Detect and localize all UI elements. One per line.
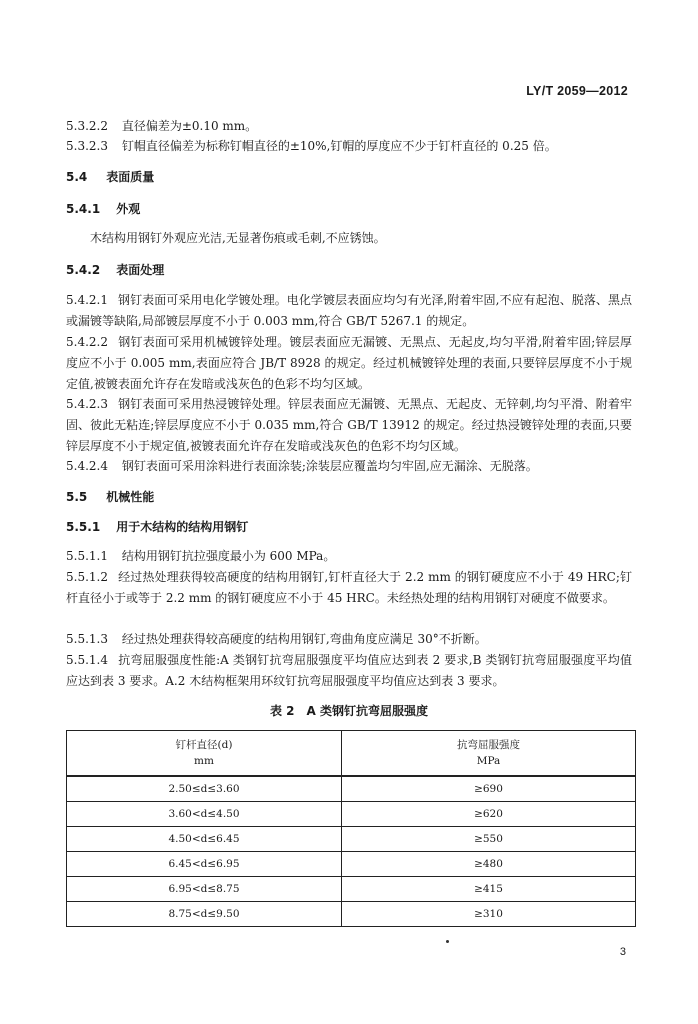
- cell-diameter: 4.50<d≤6.45: [67, 827, 342, 852]
- appearance-text: 木结构用钢钉外观应光洁,无显著伤痕或毛刺,不应锈蚀。: [90, 231, 386, 245]
- table-row: [67, 802, 636, 827]
- cell-strength: ≥690: [342, 776, 636, 802]
- clause-5-5-1-4: [66, 650, 632, 692]
- section-5-4-2-heading: [66, 260, 632, 281]
- header-strength-unit: MPa: [476, 755, 501, 767]
- cell-strength: ≥550: [342, 827, 636, 852]
- table-row: [67, 852, 636, 877]
- header-diameter-label: 钉杆直径(d): [175, 739, 233, 751]
- clause-text: 钢钉表面可采用涂料进行表面涂装;涂装层应覆盖均匀牢固,应无漏涂、无脱落。: [121, 459, 538, 473]
- cell-diameter: 3.60<d≤4.50: [67, 802, 342, 827]
- clause-5-4-2-3: [66, 394, 632, 457]
- cell-diameter: 2.50≤d≤3.60: [67, 776, 342, 802]
- section-title: 机械性能: [106, 490, 155, 504]
- section-5-4-1-heading: [66, 199, 632, 220]
- clause-number: 5.4.2.2: [66, 335, 108, 349]
- section-number: 5.4.1: [66, 202, 101, 216]
- clause-text: 经过热处理获得较高硬度的结构用钢钉,弯曲角度应满足 30°不折断。: [121, 632, 487, 646]
- header-strength: [342, 731, 636, 777]
- clause-text: 经过热处理获得较高硬度的结构用钢钉,钉杆直径大于 2.2 mm 的钢钉硬度应不小于 49 HRC;钉杆直径小于或等于 2.2 mm 的钢钉硬度应不小于 45 HRC。未经热处理的结构用钢钉对硬度不做要求。: [66, 570, 632, 605]
- clause-text: 直径偏差为±0.10 mm。: [121, 119, 258, 133]
- clause-number: 5.4.2.4: [66, 459, 108, 473]
- clause-number: 5.3.2.2: [66, 119, 108, 133]
- section-number: 5.4.2: [66, 263, 101, 277]
- header-strength-label: 抗弯屈服强度: [457, 739, 520, 751]
- header-diameter-unit: mm: [194, 755, 214, 767]
- clause-5-4-2-1: [66, 290, 632, 332]
- clause-text: 钉帽直径偏差为标称钉帽直径的±10%,钉帽的厚度应不少于钉杆直径的 0.25 倍。: [121, 139, 557, 153]
- page-number: 3: [619, 946, 626, 958]
- clause-number: 5.5.1.1: [66, 549, 108, 563]
- clause-text: 结构用钢钉抗拉强度最小为 600 MPa。: [121, 549, 336, 563]
- clause-text: 钢钉表面可采用机械镀锌处理。镀层表面应无漏镀、无黑点、无起皮,均匀平滑,附着牢固;锌层厚度应不小于 0.005 mm,表面应符合 JB/T 8928 的规定。经过机械镀锌处理的表面,只要锌层厚度不小于规定值,被镀表面允许存在发暗或浅灰色的色彩不均匀区域。: [66, 335, 632, 391]
- clause-5-5-1-1: [66, 546, 632, 567]
- scan-dot: [446, 940, 449, 943]
- section-number: 5.5.1: [66, 520, 101, 534]
- section-title: 用于木结构的结构用钢钉: [116, 520, 249, 534]
- standard-code: LY/T 2059—2012: [526, 84, 628, 98]
- clause-number: 5.5.1.3: [66, 632, 108, 646]
- clause-5-5-1-2: [66, 567, 632, 609]
- table-row: [67, 902, 636, 927]
- section-title: 外观: [116, 202, 141, 216]
- section-title: 表面质量: [106, 170, 155, 184]
- table-caption: 表 2 A 类钢钉抗弯屈服强度: [270, 704, 428, 718]
- header-diameter: [67, 731, 342, 777]
- cell-strength: ≥480: [342, 852, 636, 877]
- cell-strength: ≥310: [342, 902, 636, 927]
- clause-number: 5.3.2.3: [66, 139, 108, 153]
- clause-number: 5.5.1.4: [66, 653, 108, 667]
- cell-diameter: 6.95<d≤8.75: [67, 877, 342, 902]
- section-number: 5.5: [66, 490, 88, 504]
- clause-text: 钢钉表面可采用热浸镀锌处理。锌层表面应无漏镀、无黑点、无起皮、无锌刺,均匀平滑、附着牢固、彼此无粘连;锌层厚度应不小于 0.035 mm,符合 GB/T 13912 的规定。经过热浸镀锌处理的表面,只要锌层厚度不小于规定值,被镀表面允许存在发暗或浅灰色的色彩不均匀区域。: [66, 397, 632, 453]
- clause-text: 抗弯屈服强度性能:A 类钢钉抗弯屈服强度平均值应达到表 2 要求,B 类钢钉抗弯屈服强度平均值应达到表 3 要求。A.2 木结构框架用环纹钉抗弯屈服强度平均值应达到表 3 要求。: [66, 653, 632, 688]
- section-5-5-heading: [66, 487, 632, 508]
- cell-strength: ≥415: [342, 877, 636, 902]
- clause-number: 5.4.2.3: [66, 397, 108, 411]
- table-row: [67, 827, 636, 852]
- clause-number: 5.4.2.1: [66, 293, 108, 307]
- clause-5-4-2-2: [66, 332, 632, 395]
- cell-strength: ≥620: [342, 802, 636, 827]
- clause-5-3-2-2: [66, 116, 632, 137]
- cell-diameter: 6.45<d≤6.95: [67, 852, 342, 877]
- clause-5-4-2-4: [66, 456, 632, 477]
- bending-yield-strength-table: [66, 730, 636, 927]
- table-row: [67, 877, 636, 902]
- section-number: 5.4: [66, 170, 88, 184]
- clause-text: 钢钉表面可采用电化学镀处理。电化学镀层表面应均匀有光泽,附着牢固,不应有起泡、脱落、黑点或漏镀等缺陷,局部镀层厚度不小于 0.003 mm,符合 GB/T 5267.1 的规定。: [66, 293, 632, 328]
- section-title: 表面处理: [116, 263, 165, 277]
- clause-5-3-2-3: [66, 136, 632, 157]
- table-header-row: [67, 731, 636, 777]
- cell-diameter: 8.75<d≤9.50: [67, 902, 342, 927]
- clause-number: 5.5.1.2: [66, 570, 108, 584]
- clause-5-5-1-3: [66, 629, 632, 650]
- section-5-4-heading: [66, 167, 632, 188]
- table-row: [67, 776, 636, 802]
- section-5-5-1-heading: [66, 517, 632, 538]
